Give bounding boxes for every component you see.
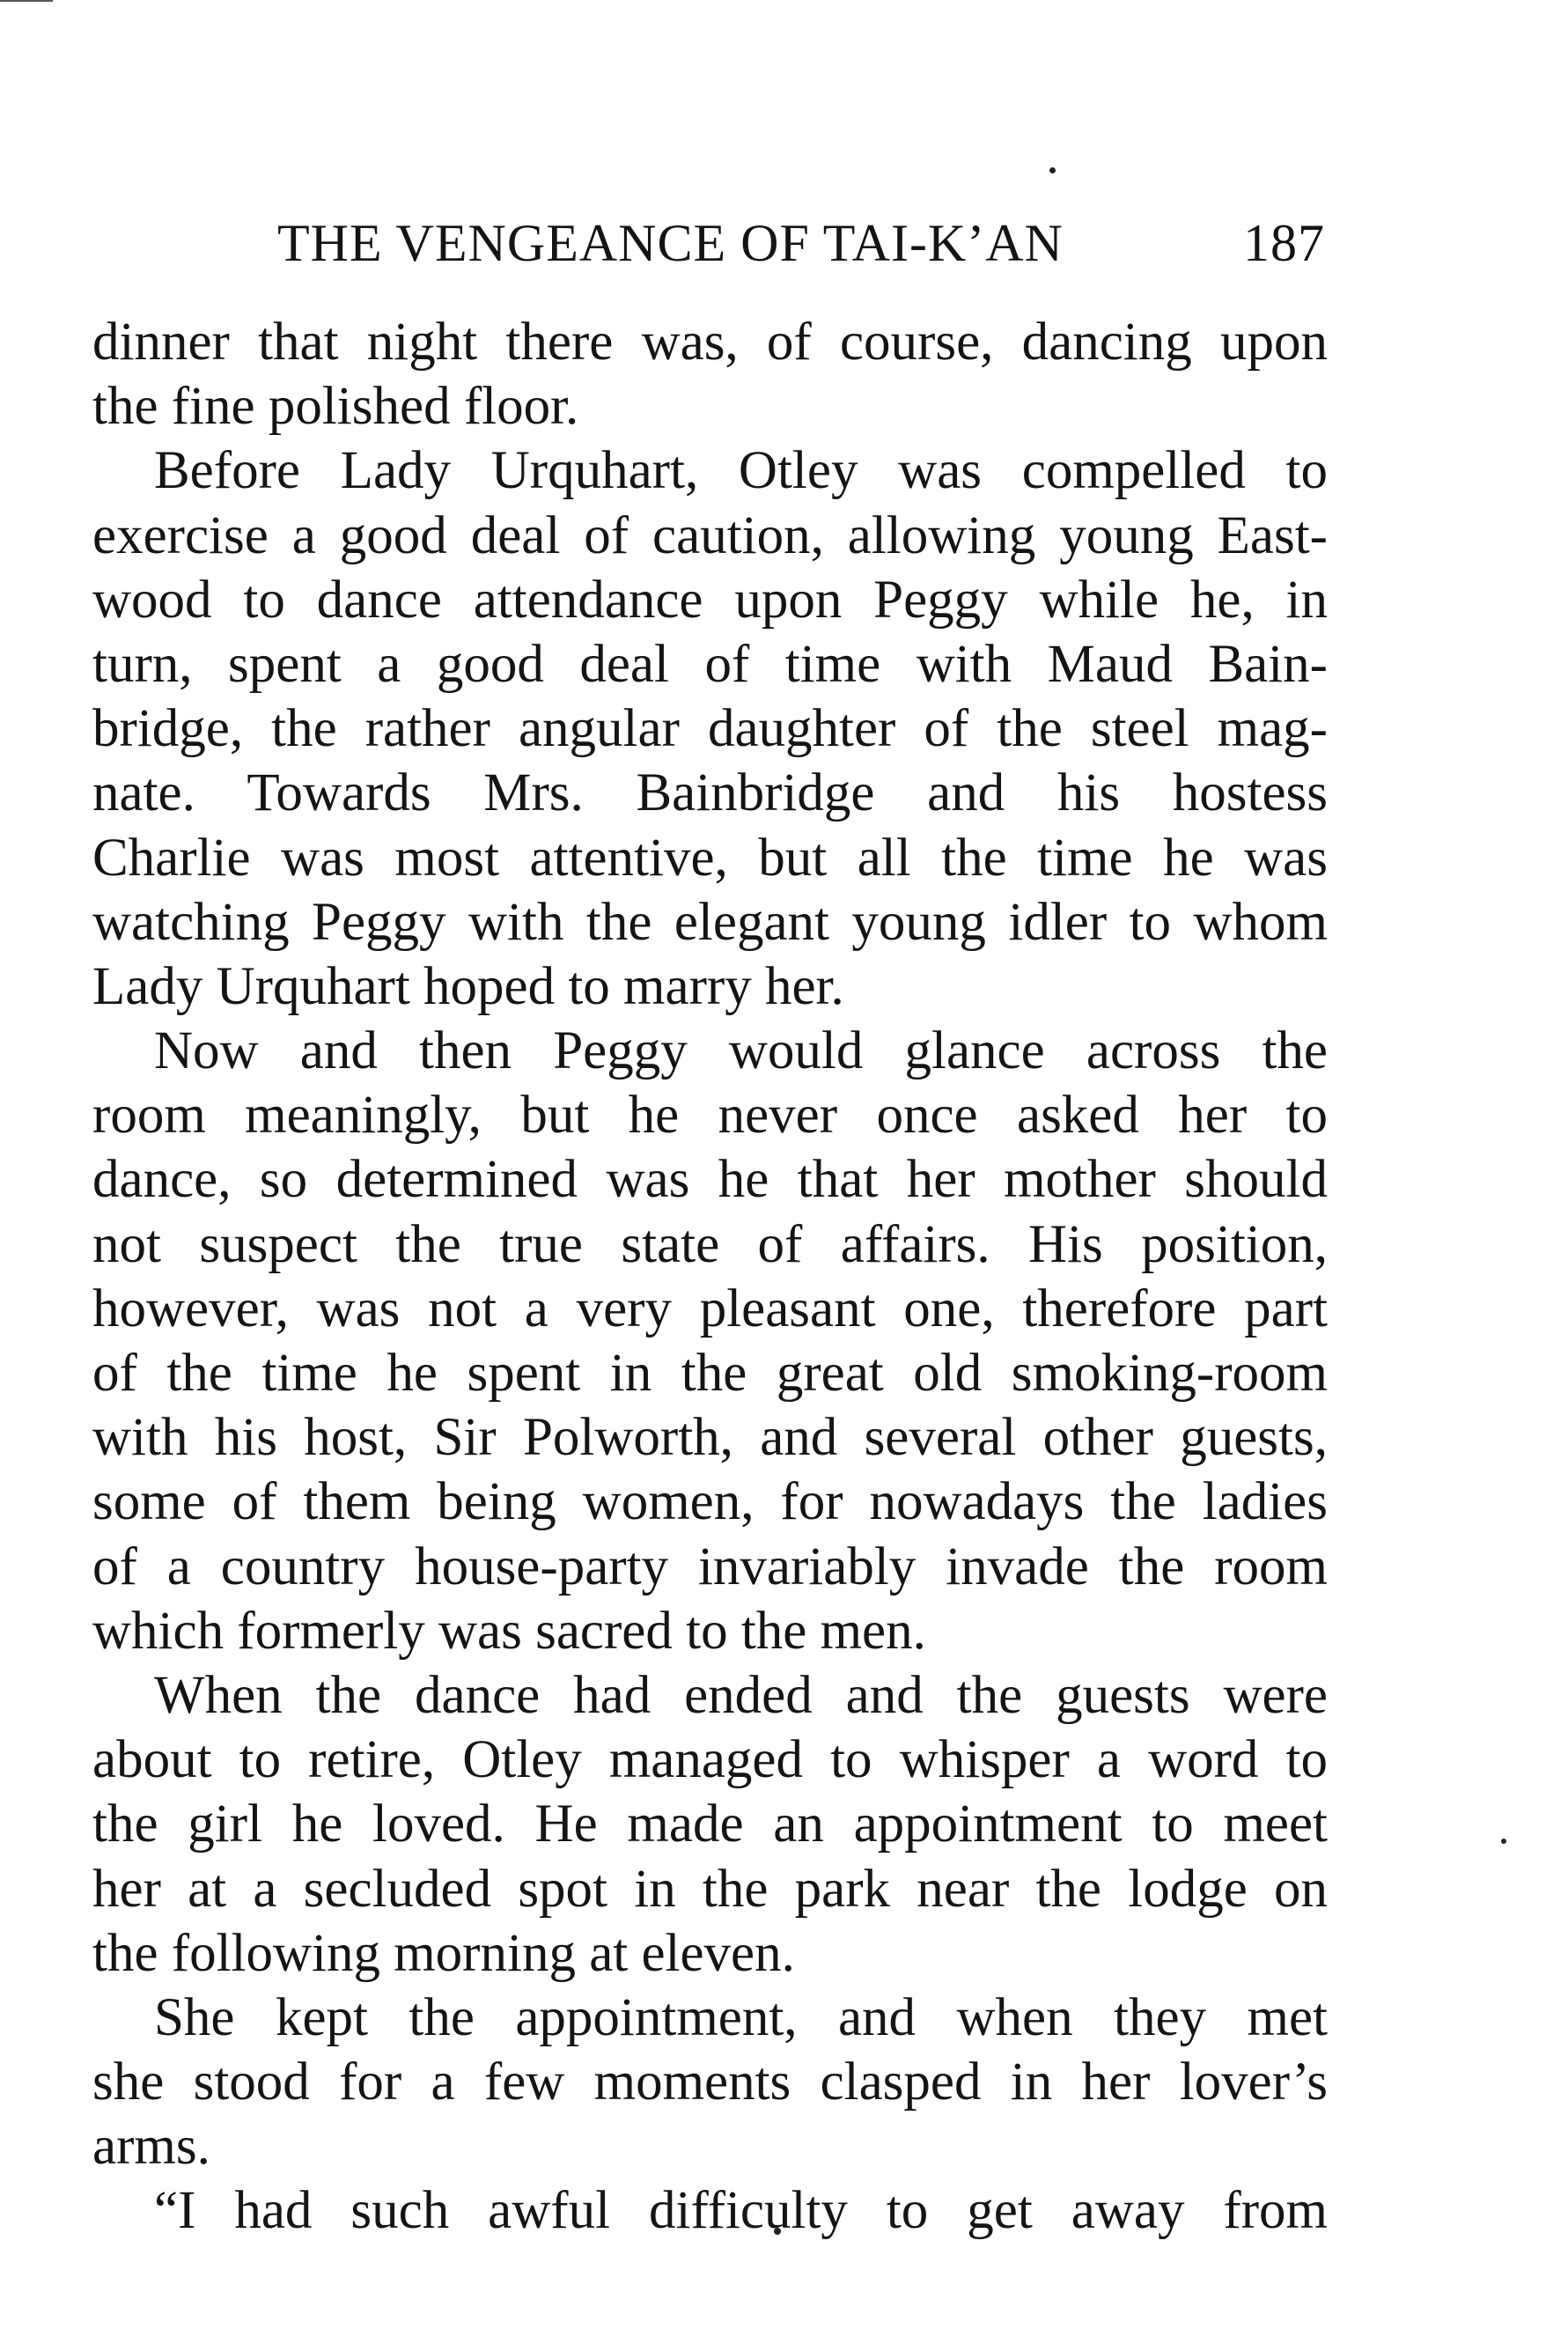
page-number: 187	[1243, 214, 1325, 272]
text-line: however, was not a very pleasant one, therefore part	[92, 1279, 1328, 1338]
text-line: room meaningly, but he never once asked her to	[92, 1086, 1328, 1146]
running-title: THE VENGEANCE OF TAI-K’AN	[277, 214, 1064, 272]
text-line: not suspect the true state of affairs. His position,	[92, 1214, 1328, 1274]
body-text	[92, 310, 1328, 2244]
text-line: the following morning at eleven.	[92, 1923, 795, 1983]
text-line: watching Peggy with the elegant young idler to whom	[92, 892, 1328, 952]
text-line: some of them being women, for nowadays the ladies	[92, 1472, 1328, 1532]
text-line: bridge, the rather angular daughter of the steel mag-	[92, 699, 1328, 759]
text-line: wood to dance attendance upon Peggy while he, in	[92, 570, 1328, 630]
text-line: her at a secluded spot in the park near the lodge on	[92, 1859, 1328, 1919]
text-line: which formerly was sacred to the men.	[92, 1601, 926, 1661]
text-line: dinner that night there was, of course, dancing upon	[92, 313, 1328, 372]
text-line: she stood for a few moments clasped in her lover’s	[92, 2053, 1328, 2112]
text-line: dance, so determined was he that her mother should	[92, 1150, 1328, 1210]
text-line: with his host, Sir Polworth, and several other guests,	[92, 1408, 1328, 1468]
text-line: the fine polished floor.	[92, 377, 579, 437]
ink-speck-right	[1501, 1839, 1506, 1844]
text-line: about to retire, Otley managed to whisper a word to	[92, 1730, 1328, 1790]
text-line: Now and then Peggy would glance across the	[154, 1021, 1328, 1081]
text-line: Before Lady Urquhart, Otley was compelled to	[154, 441, 1328, 501]
text-line: of a country house-party invariably invade the room	[92, 1537, 1328, 1596]
text-line: “I had such awful difficulty to get away from	[154, 2181, 1328, 2241]
text-line: nate. Towards Mrs. Bainbridge and his hostess	[92, 763, 1328, 823]
text-line: Lady Urquhart hoped to marry her.	[92, 956, 844, 1016]
text-line: When the dance had ended and the guests were	[154, 1665, 1328, 1725]
text-line: of the time he spent in the great old smoking-room	[92, 1344, 1328, 1403]
text-line: She kept the appointment, and when they met	[154, 1987, 1328, 2047]
running-header	[277, 208, 1325, 278]
text-line: turn, spent a good deal of time with Maud Bain-	[92, 634, 1328, 694]
scan-edge-mark	[0, 0, 53, 2]
ink-speck-top	[1049, 167, 1056, 173]
text-line: arms.	[92, 2117, 210, 2177]
text-line: exercise a good deal of caution, allowing young East-	[92, 505, 1328, 565]
text-line: the girl he loved. He made an appointment to meet	[92, 1795, 1328, 1854]
text-line: Charlie was most attentive, but all the time he was	[92, 828, 1328, 888]
